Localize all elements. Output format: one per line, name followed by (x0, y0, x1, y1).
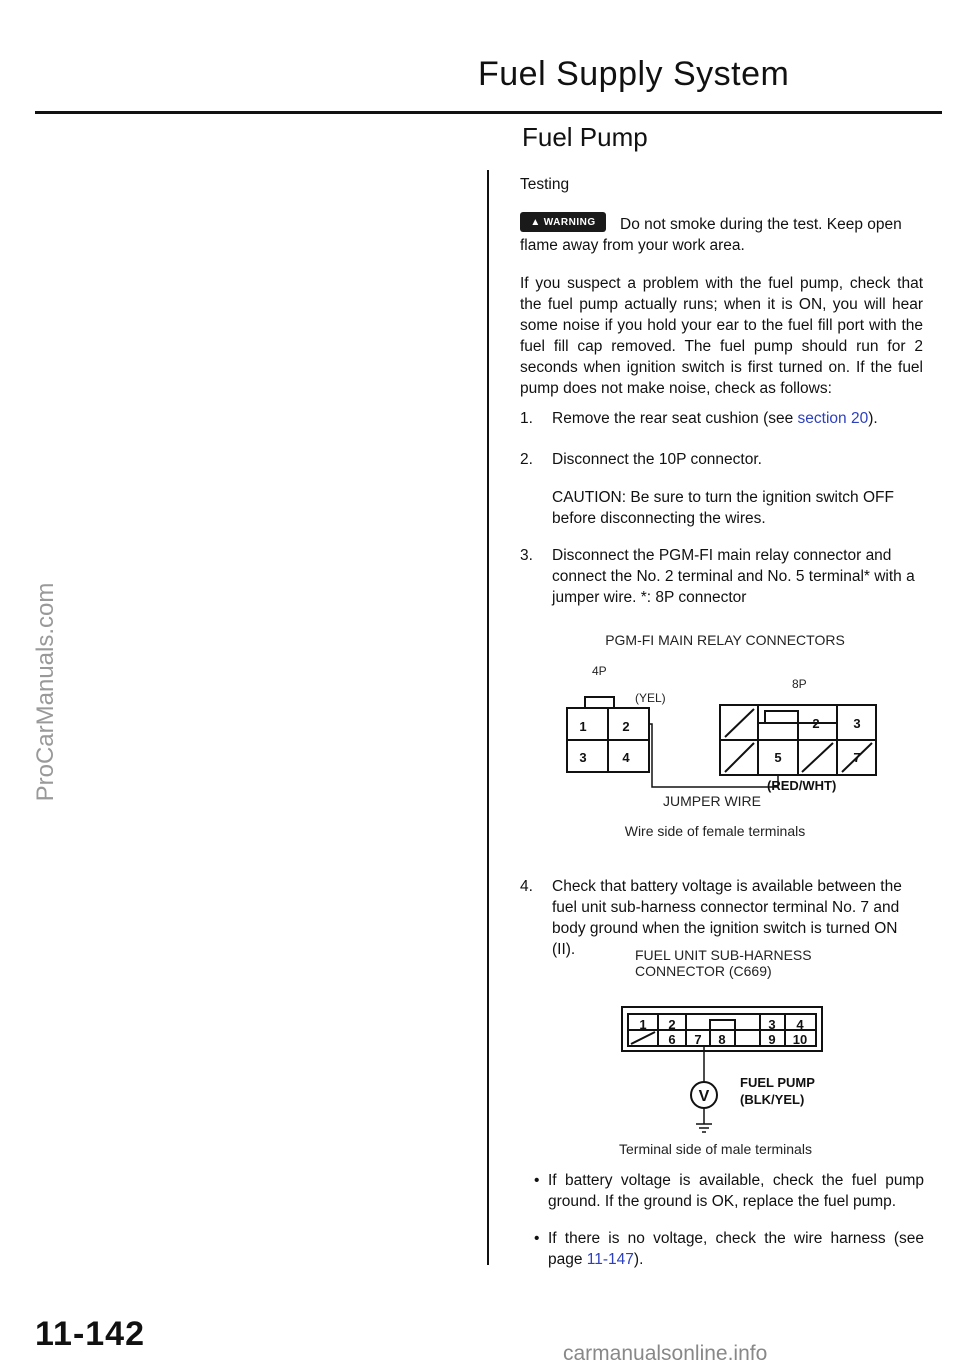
fuel-unit-connector-diagram (600, 940, 840, 1160)
step-number: 4. (520, 878, 533, 895)
terminal-4p-2: 2 (622, 719, 630, 734)
bullet-item (534, 1170, 924, 1212)
side-watermark: ProCarManuals.com (32, 582, 59, 802)
label-yel: (YEL) (635, 691, 666, 705)
label-4p: 4P (592, 664, 607, 678)
header-rule (35, 111, 942, 114)
terminal-c669-3: 3 (768, 1017, 776, 1032)
terminal-c669-1: 1 (639, 1017, 647, 1032)
step-2 (520, 449, 924, 470)
terminal-c669-4: 4 (796, 1017, 804, 1032)
label-8p: 8P (792, 677, 807, 691)
warning-triangle-icon: ▲ (530, 216, 541, 228)
step-number: 2. (520, 451, 533, 468)
subsection-heading: Testing (520, 176, 570, 193)
column-divider (487, 170, 489, 1265)
warning-badge (520, 212, 606, 232)
terminal-c669-10: 10 (792, 1032, 808, 1047)
page-title: Fuel Supply System (478, 55, 790, 93)
terminal-8p-7: 7 (853, 750, 861, 765)
label-fuel-pump: FUEL PUMP (740, 1075, 815, 1090)
terminal-8p-3: 3 (853, 716, 861, 731)
terminal-8p-2: 2 (812, 716, 820, 731)
diagram-title: PGM-FI MAIN RELAY CONNECTORS (605, 632, 845, 648)
warning-badge-label: WARNING (543, 216, 596, 228)
terminal-8p-5: 5 (774, 750, 782, 765)
warning-text: Do not smoke during the test. Keep open flame away from your work area. (520, 216, 902, 254)
terminal-c669-7: 7 (694, 1032, 702, 1047)
section-title: Fuel Pump (522, 122, 648, 152)
diagram-title-line2: CONNECTOR (C669) (635, 963, 772, 979)
terminal-4p-4: 4 (622, 750, 630, 765)
label-redwht: (RED/WHT) (767, 778, 837, 793)
terminal-c669-6: 6 (668, 1032, 676, 1047)
terminal-4p-3: 3 (579, 750, 587, 765)
label-jumper-wire: JUMPER WIRE (663, 793, 761, 809)
terminal-4p-1: 1 (579, 719, 587, 734)
intro-paragraph: If you suspect a problem with the fuel pump, check that the fuel pump actually runs; when it is ON, you will hear some noise if you hold your ear to the fuel fill port with the fuel fill cap removed. The fuel pump should run for 2 seconds when ignition switch is first turned on. If the fuel pump does not make noise, check as follows: (520, 275, 923, 397)
terminal-c669-9: 9 (768, 1032, 776, 1047)
bullet-item (534, 1228, 924, 1270)
ground-icon (696, 1124, 712, 1132)
relay-connector-diagram (540, 625, 900, 845)
step-text: Disconnect the PGM-FI main relay connector and connect the No. 2 terminal and No. 5 terminal* with a jumper wire. *: 8P connector (552, 547, 915, 606)
diagram-title-line1: FUEL UNIT SUB-HARNESS (635, 947, 812, 963)
page-number: 11-142 (35, 1315, 145, 1353)
bullet-text: If there is no voltage, check the wire harness (see page (548, 1230, 924, 1268)
section-link[interactable]: section 20 (797, 410, 869, 427)
step-text-end: ). (868, 410, 878, 427)
footer-watermark: carmanualsonline.info (563, 1342, 768, 1365)
diagram-caption: Terminal side of male terminals (619, 1141, 812, 1157)
voltmeter-symbol: V (698, 1088, 710, 1105)
step-1 (520, 408, 924, 429)
diagram-caption: Wire side of female terminals (624, 823, 806, 839)
step-3 (520, 545, 924, 608)
terminal-c669-8: 8 (718, 1032, 726, 1047)
step-text: Check that battery voltage is available between the fuel unit sub-harness connector terminal No. 7 and body ground when the ignition switch is turned ON (II). (552, 878, 902, 958)
label-blk-yel: (BLK/YEL) (740, 1092, 805, 1107)
bullet-dot: • (534, 1172, 540, 1189)
bullet-text: If battery voltage is available, check the fuel pump ground. If the ground is OK, replace the fuel pump. (548, 1172, 924, 1210)
step-number: 3. (520, 547, 533, 564)
terminal-c669-2: 2 (668, 1017, 676, 1032)
step-text: Disconnect the 10P connector. (552, 451, 762, 468)
step-number: 1. (520, 410, 533, 427)
caution-note: CAUTION: Be sure to turn the ignition switch OFF before disconnecting the wires. (552, 489, 894, 527)
page-link[interactable]: 11-147 (586, 1251, 634, 1268)
bullet-dot: • (534, 1230, 540, 1247)
bullet-text-end: ). (633, 1251, 644, 1268)
step-text: Remove the rear seat cushion (see (552, 410, 798, 427)
